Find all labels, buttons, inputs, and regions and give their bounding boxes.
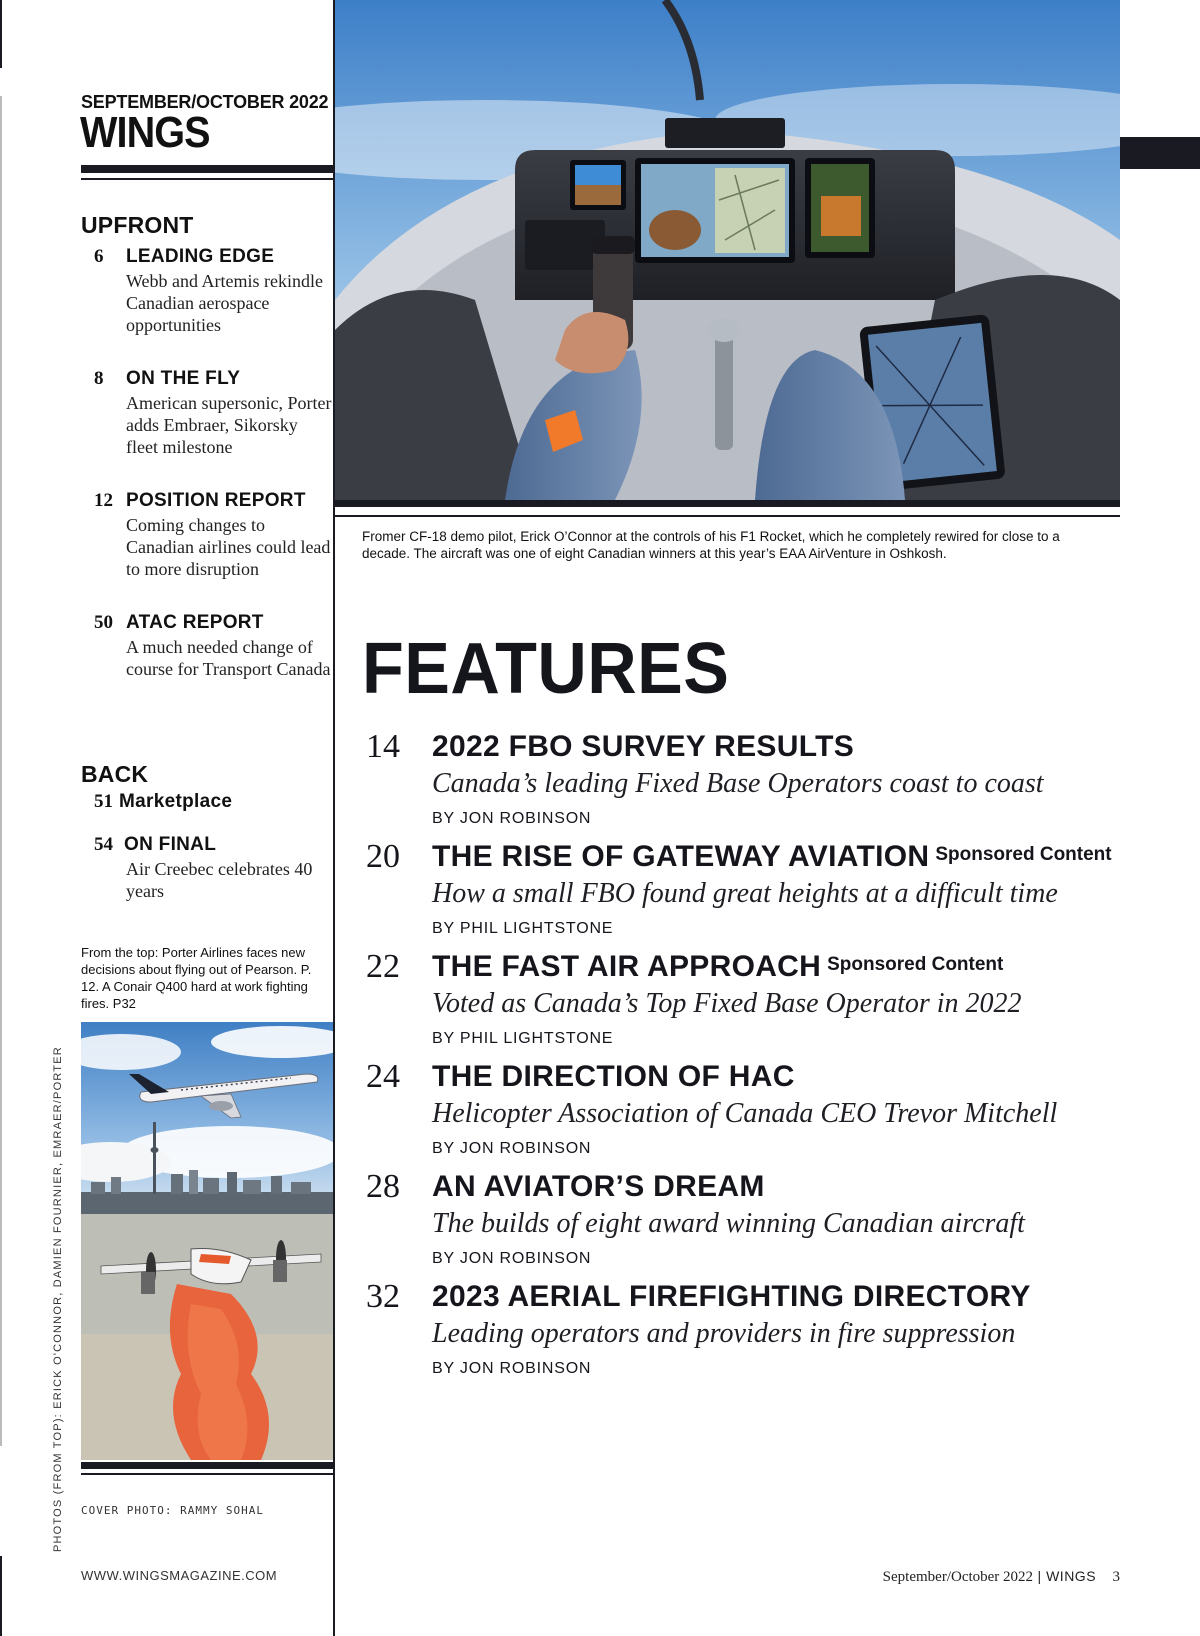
feature-deck: Helicopter Association of Canada CEO Trevor Mitchell — [432, 1098, 1058, 1129]
feature-title: THE FAST AIR APPROACH $^{Sponsored Content}$ — [432, 950, 1004, 983]
toc-item-page: 6 — [94, 246, 104, 267]
feature-item-fbo-survey[interactable] — [366, 730, 1126, 838]
toc-item-description: Coming changes to Canadian airlines could lead to more disruption — [126, 515, 331, 579]
feature-title: THE DIRECTION OF HAC — [432, 1060, 795, 1093]
sponsored-label: Sponsored Content — [935, 844, 1112, 865]
feature-page-number: 24 — [366, 1058, 400, 1095]
cockpit-hero-photo — [335, 0, 1120, 500]
toc-item-description: Webb and Artemis rekindle Canadian aerospace opportunities — [126, 271, 323, 335]
features-heading: FEATURES — [362, 629, 730, 709]
feature-item-hac[interactable] — [366, 1060, 1126, 1168]
feature-title: THE RISE OF GATEWAY AVIATION $^{Sponsored Content}$ — [432, 840, 1112, 873]
feature-deck: How a small FBO found great heights at a difficult time — [432, 878, 1058, 909]
feature-byline: BY JON ROBINSON — [432, 810, 592, 827]
feature-deck: The builds of eight award winning Canadian aircraft — [432, 1208, 1025, 1239]
firefighting-aircraft-photo — [81, 1214, 333, 1460]
toc-item-position-report[interactable] — [94, 490, 334, 580]
toc-item-title: ON THE FLY — [126, 368, 241, 389]
toc-item-leading-edge[interactable] — [94, 246, 334, 336]
feature-title: AN AVIATOR’S DREAM — [432, 1170, 765, 1203]
feature-byline: BY JON ROBINSON — [432, 1140, 592, 1157]
folio-magazine: WINGS — [1046, 1568, 1097, 1584]
toc-item-title: Marketplace — [119, 791, 233, 812]
folio-issue: September/October 2022 — [882, 1569, 1034, 1585]
hero-photo-caption: Fromer CF-18 demo pilot, Erick O’Connor at the controls of his F1 Rocket, which he completely rewired for close to a decade. The aircraft was one of eight Canadian winners at this year’s EAA AirVenture in Oshkosh. — [362, 529, 1060, 561]
toc-item-page: 12 — [94, 490, 113, 511]
page-edge-tab — [1120, 137, 1200, 169]
toc-item-description: American supersonic, Porter adds Embraer, Sikorsky fleet milestone — [126, 393, 332, 457]
feature-item-gateway-aviation[interactable] — [366, 840, 1126, 948]
feature-title: 2023 AERIAL FIREFIGHTING DIRECTORY — [432, 1280, 1031, 1313]
feature-item-aviators-dream[interactable] — [366, 1170, 1126, 1278]
sidebar-rule-thin — [81, 1473, 333, 1475]
feature-item-fast-air[interactable] — [366, 950, 1126, 1058]
feature-byline: BY PHIL LIGHTSTONE — [432, 1030, 614, 1047]
sidebar-rule-thick — [81, 1462, 333, 1469]
feature-page-number: 32 — [366, 1278, 400, 1315]
hero-rule-thick — [335, 500, 1120, 507]
toc-item-description: Air Creebec celebrates 40 years — [126, 859, 313, 901]
toc-item-page: 50 — [94, 612, 113, 633]
magazine-name: WINGS — [80, 108, 210, 157]
feature-byline: BY JON ROBINSON — [432, 1250, 592, 1267]
sidebar-photo-caption: From the top: Porter Airlines faces new decisions about flying out of Pearson. P. 12. A Conair Q400 hard at work fighting fires. P32 — [81, 945, 312, 1011]
toc-item-page: 8 — [94, 368, 104, 389]
toc-item-title: LEADING EDGE — [126, 246, 275, 267]
feature-deck: Leading operators and providers in fire suppression — [432, 1318, 1016, 1349]
toc-item-page: 51 — [94, 791, 113, 812]
sponsored-label: Sponsored Content — [827, 954, 1004, 975]
toc-item-on-the-fly[interactable] — [94, 368, 334, 458]
toc-item-description: A much needed change of course for Transport Canada — [126, 637, 331, 679]
folio-separator: | — [1037, 1568, 1042, 1584]
website-url[interactable]: WWW.WINGSMAGAZINE.COM — [81, 1568, 278, 1583]
toc-item-atac-report[interactable] — [94, 612, 334, 680]
feature-byline: BY PHIL LIGHTSTONE — [432, 920, 614, 937]
upfront-heading: UPFRONT — [81, 212, 194, 238]
feature-page-number: 20 — [366, 838, 400, 875]
feature-byline: BY JON ROBINSON — [432, 1360, 592, 1377]
toc-item-marketplace[interactable] — [94, 790, 232, 813]
cover-photo-credit: COVER PHOTO: RAMMY SOHAL — [81, 1504, 264, 1517]
table-of-contents-sidebar — [0, 0, 335, 1636]
folio-page-number: 3 — [1112, 1569, 1120, 1585]
porter-airlines-photo — [81, 1022, 333, 1214]
feature-page-number: 22 — [366, 948, 400, 985]
toc-item-title: ON FINAL — [124, 834, 217, 855]
masthead-rule-thick — [81, 165, 333, 173]
hero-rule-thin — [335, 515, 1120, 517]
masthead-rule-thin — [81, 178, 333, 180]
back-heading: BACK — [81, 761, 149, 787]
feature-deck: Canada’s leading Fixed Base Operators coast to coast — [432, 768, 1044, 799]
feature-title: 2022 FBO SURVEY RESULTS — [432, 730, 855, 763]
page-folio — [883, 1568, 1120, 1586]
toc-item-title: POSITION REPORT — [126, 490, 306, 511]
toc-item-on-final[interactable] — [94, 834, 334, 902]
toc-item-page: 54 — [94, 834, 113, 855]
feature-item-firefighting-directory[interactable] — [366, 1280, 1126, 1388]
photo-credits: PHOTOS (FROM TOP): ERICK O'CONNOR, DAMIEN FOURNIER, EMRAER/PORTER — [52, 1046, 64, 1552]
issue-date: SEPTEMBER/OCTOBER 2022 — [81, 92, 329, 112]
feature-page-number: 14 — [366, 728, 400, 765]
toc-item-title: ATAC REPORT — [126, 612, 264, 633]
feature-deck: Voted as Canada’s Top Fixed Base Operator in 2022 — [432, 988, 1022, 1019]
feature-page-number: 28 — [366, 1168, 400, 1205]
